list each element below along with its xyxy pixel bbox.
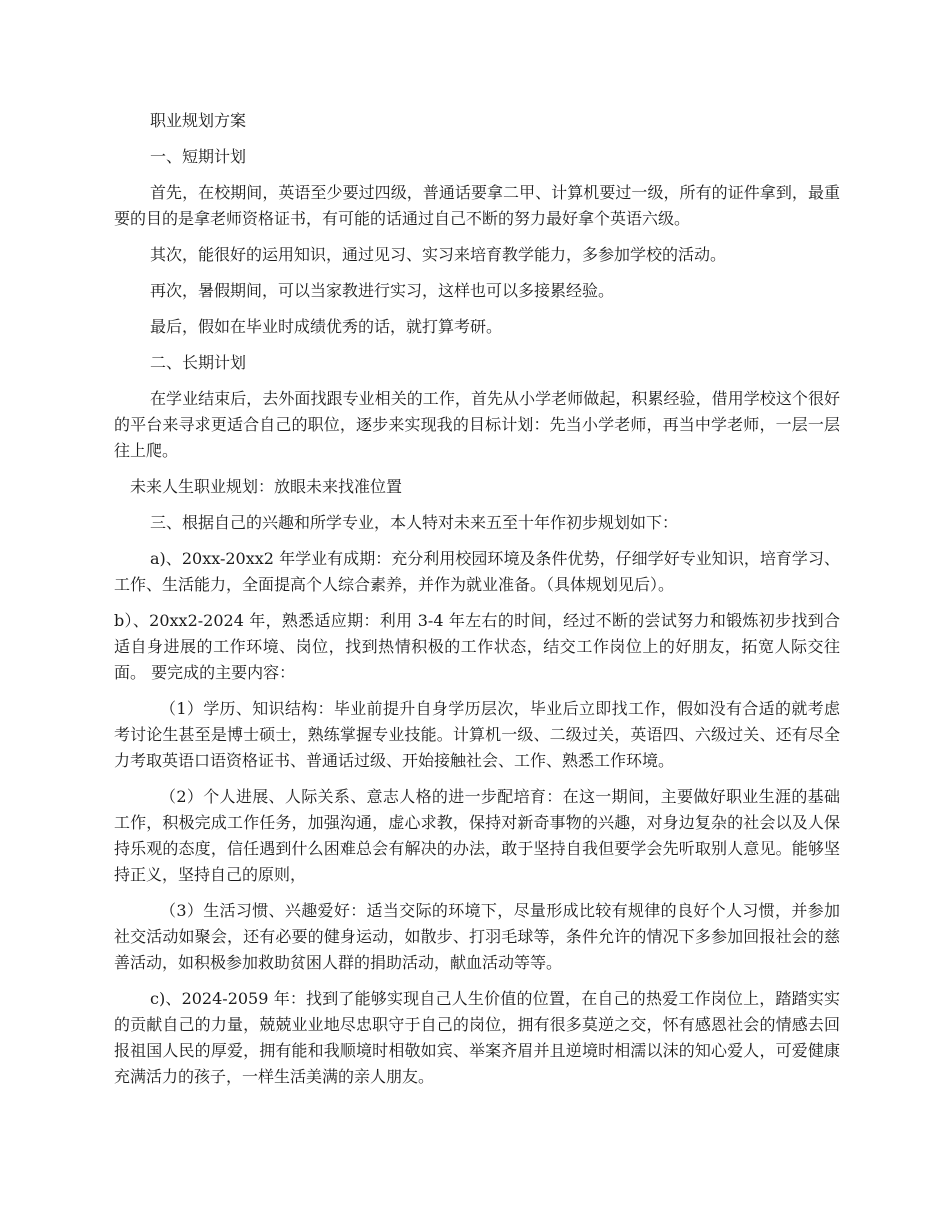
- plan-subitem-3: （3）生活习惯、兴趣爱好：适当交际的环境下，尽量形成比较有规律的良好个人习惯，并参加社交活动如聚会，还有必要的健身运动，如散步、打羽毛球等，条件允许的情况下多参加回报社会的慈善活动，如积极参加救助贫困人群的捐助活动，献血活动等等。: [114, 901, 840, 972]
- plan-item-c: c)、2024-2059 年：找到了能够实现自己人生价值的位置，在自己的热爱工作岗位上，踏踏实实的贡献自己的力量，兢兢业业地尽忠职守于自己的岗位，拥有很多莫逆之交，怀有感恩社会的情感去回报祖国人民的厚爱，拥有能和我顺境时相敬如宾、举案齐眉并且逆境时相濡以沫的知心爱人，可爱健康充满活力的孩子，一样生活美满的亲人朋友。: [114, 989, 840, 1086]
- plan-subitem-2: （2）个人进展、人际关系、意志人格的进一步配培育：在这一期间，主要做好职业生涯的基础工作，积极完成工作任务，加强沟通，虚心求教，保持对新奇事物的兴趣，对身边复杂的社会以及人保持乐观的态度，信任遇到什么困难总会有解决的办法，敢于坚持自我但要学会先听取别人意见。能够坚持正义，坚持自己的原则，: [114, 787, 840, 884]
- plan-item-a: a)、20xx-20xx2 年学业有成期：充分利用校园环境及条件优势，仔细学好专业知识，培育学习、工作、生活能力，全面提高个人综合素养，并作为就业准备。（具体规划见后）。: [114, 549, 840, 594]
- document-body: [114, 108, 840, 1100]
- paragraph-second: 其次，能很好的运用知识，通过见习、实习来培育教学能力，多参加学校的活动。: [150, 245, 727, 264]
- plan-item-b: b）、20xx2-2024 年，熟悉适应期：利用 3-4 年左右的时间，经过不断的尝试努力和锻炼初步找到合适自身进展的工作环境、岗位，找到热情积极的工作状态，结交工作岗位上的好朋友，拓宽人际交往面。 要完成的主要内容：: [114, 611, 840, 682]
- section-heading-short-term: 一、短期计划: [150, 147, 247, 166]
- paragraph-long-term: 在学业结束后，去外面找跟专业相关的工作，首先从小学老师做起，积累经验，借用学校这个很好的平台来寻求更适合自己的职位，逐步来实现我的目标计划：先当小学老师，再当中学老师，一层一层往上爬。: [114, 389, 840, 460]
- paragraph-last: 最后，假如在毕业时成绩优秀的话，就打算考研。: [150, 317, 503, 336]
- section-heading-plan: 三、根据自己的兴趣和所学专业，本人特对未来五至十年作初步规划如下：: [150, 513, 679, 532]
- subtitle-future-plan: 未来人生职业规划：放眼未来找准位置: [130, 477, 403, 496]
- paragraph-first: 首先，在校期间，英语至少要过四级，普通话要拿二甲、计算机要过一级，所有的证件拿到，最重要的目的是拿老师资格证书，有可能的话通过自己不断的努力最好拿个英语六级。: [114, 183, 840, 228]
- plan-subitem-1: （1）学历、知识结构：毕业前提升自身学历层次，毕业后立即找工作，假如没有合适的就考虑考讨论生甚至是博士硕士，熟练掌握专业技能。计算机一级、二级过关，英语四、六级过关、还有尽全力考取英语口语资格证书、普通话过级、开始接触社会、工作、熟悉工作环境。: [114, 699, 840, 770]
- section-heading-long-term: 二、长期计划: [150, 353, 247, 372]
- document-title: 职业规划方案: [150, 111, 247, 130]
- paragraph-third: 再次，暑假期间，可以当家教进行实习，这样也可以多接累经验。: [150, 281, 615, 300]
